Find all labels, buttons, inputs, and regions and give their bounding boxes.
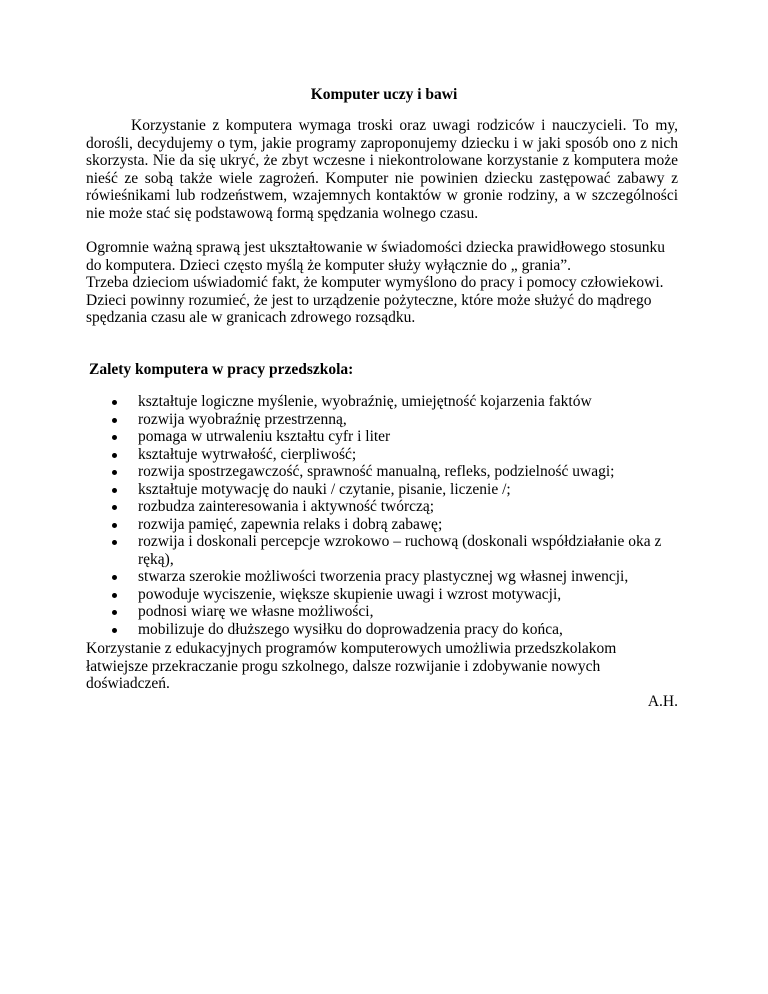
list-item-text: rozwija pamięć, zapewnia relaks i dobrą zabawę; [138, 515, 443, 533]
bullet-icon [112, 523, 117, 528]
paragraph-line: łatwiejsze przekraczanie progu szkolnego, dalsze rozwijanie i zdobywanie nowych [86, 657, 601, 675]
list-item-text: rozwija spostrzegawczość, sprawność manualną, refleks, podzielność uwagi; [138, 463, 615, 480]
list-item-text: kształtuje motywację do nauki / czytanie, pisanie, liczenie /; [138, 480, 511, 498]
bullet-icon [112, 575, 117, 580]
bullet-icon [112, 505, 117, 510]
list-item-text: rozwija i doskonali percepcje wzrokowo – ruchową (doskonali współdziałanie oka z ręką), [138, 533, 662, 568]
bullet-icon [112, 453, 117, 458]
intro-paragraph: Korzystanie z komputera wymaga troski oraz uwagi rodziców i nauczycieli. To my, dorośli, decydujemy o tym, jakie programy zaproponujemy dziecku i w jaki sposób ono z nich skorzysta. Nie da się ukryć, że zbyt wczesne i niekontrolowane korzystanie z komputera może nieść ze sobą także wiele zagrożeń. Komputer nie powinien dziecku zastępować zabawy z rówieśnikami lub rodzeństwem, wzajemnych kontaktów w gronie rodziny, a w szczególności nie może stać się podstawową formą spędzania wolnego czasu. [86, 117, 678, 222]
bullet-icon [112, 540, 117, 545]
list-item-text: kształtuje wytrwałość, cierpliwość; [138, 445, 357, 463]
document-title: Komputer uczy i bawi [310, 86, 458, 103]
paragraph-line: spędzania czasu ale w granicach zdrowego rozsądku. [86, 309, 416, 326]
list-item-text: mobilizuje do dłuższego wysiłku do doprowadzenia pracy do końca, [138, 620, 563, 638]
bullet-icon [112, 488, 117, 493]
list-item-text: podnosi wiarę we własne możliwości, [138, 603, 374, 620]
bullet-icon [112, 418, 117, 423]
bullet-icon [112, 400, 117, 405]
list-item [86, 621, 678, 639]
list-item-text: rozwija wyobraźnię przestrzenną, [138, 410, 347, 428]
list-item [86, 498, 678, 516]
list-item-text: kształtuje logiczne myślenie, wyobraźnię, umiejętność kojarzenia faktów [138, 393, 592, 410]
list-item [86, 428, 678, 446]
paragraph-line: Ogromnie ważną sprawą jest ukształtowanie w świadomości dziecka prawidłowego stosunku [86, 239, 665, 256]
benefits-list [86, 393, 686, 638]
author-signature: A.H. [647, 693, 678, 710]
paragraph-line: Trzeba dzieciom uświadomić fakt, że komputer wymyślono do pracy i pomocy człowiekowi. [86, 274, 664, 291]
list-item [86, 481, 678, 499]
bullet-icon [112, 593, 117, 598]
list-item [86, 603, 678, 621]
benefits-heading: Zalety komputera w pracy przedszkola: [89, 361, 354, 378]
second-paragraph [86, 239, 686, 327]
list-item [86, 533, 678, 568]
list-item [86, 446, 678, 464]
bullet-icon [112, 610, 117, 615]
bullet-icon [112, 628, 117, 633]
paragraph-line: Korzystanie z edukacyjnych programów komputerowych umożliwia przedszkolakom [86, 640, 617, 657]
paragraph-line: doświadczeń. [86, 675, 170, 692]
list-item [86, 463, 678, 481]
list-item [86, 516, 678, 534]
list-item [86, 568, 678, 586]
list-item-text: pomaga w utrwaleniu kształtu cyfr i liter [138, 428, 391, 445]
list-item [86, 411, 678, 429]
conclusion-paragraph [86, 640, 686, 693]
bullet-icon [112, 435, 117, 440]
list-item [86, 393, 678, 411]
list-item-text: powoduje wyciszenie, większe skupienie uwagi i wzrost motywacji, [138, 585, 562, 603]
bullet-icon [112, 470, 117, 475]
paragraph-line: Dzieci powinny rozumieć, że jest to urządzenie pożyteczne, które może służyć do mądrego [86, 291, 652, 309]
list-item-text: rozbudza zainteresowania i aktywność twórczą; [138, 498, 435, 515]
paragraph-line: do komputera. Dzieci często myślą że komputer służy wyłącznie do „ grania”. [86, 256, 572, 274]
list-item-text: stwarza szerokie możliwości tworzenia pracy plastycznej wg własnej inwencji, [138, 568, 629, 585]
list-item [86, 586, 678, 604]
